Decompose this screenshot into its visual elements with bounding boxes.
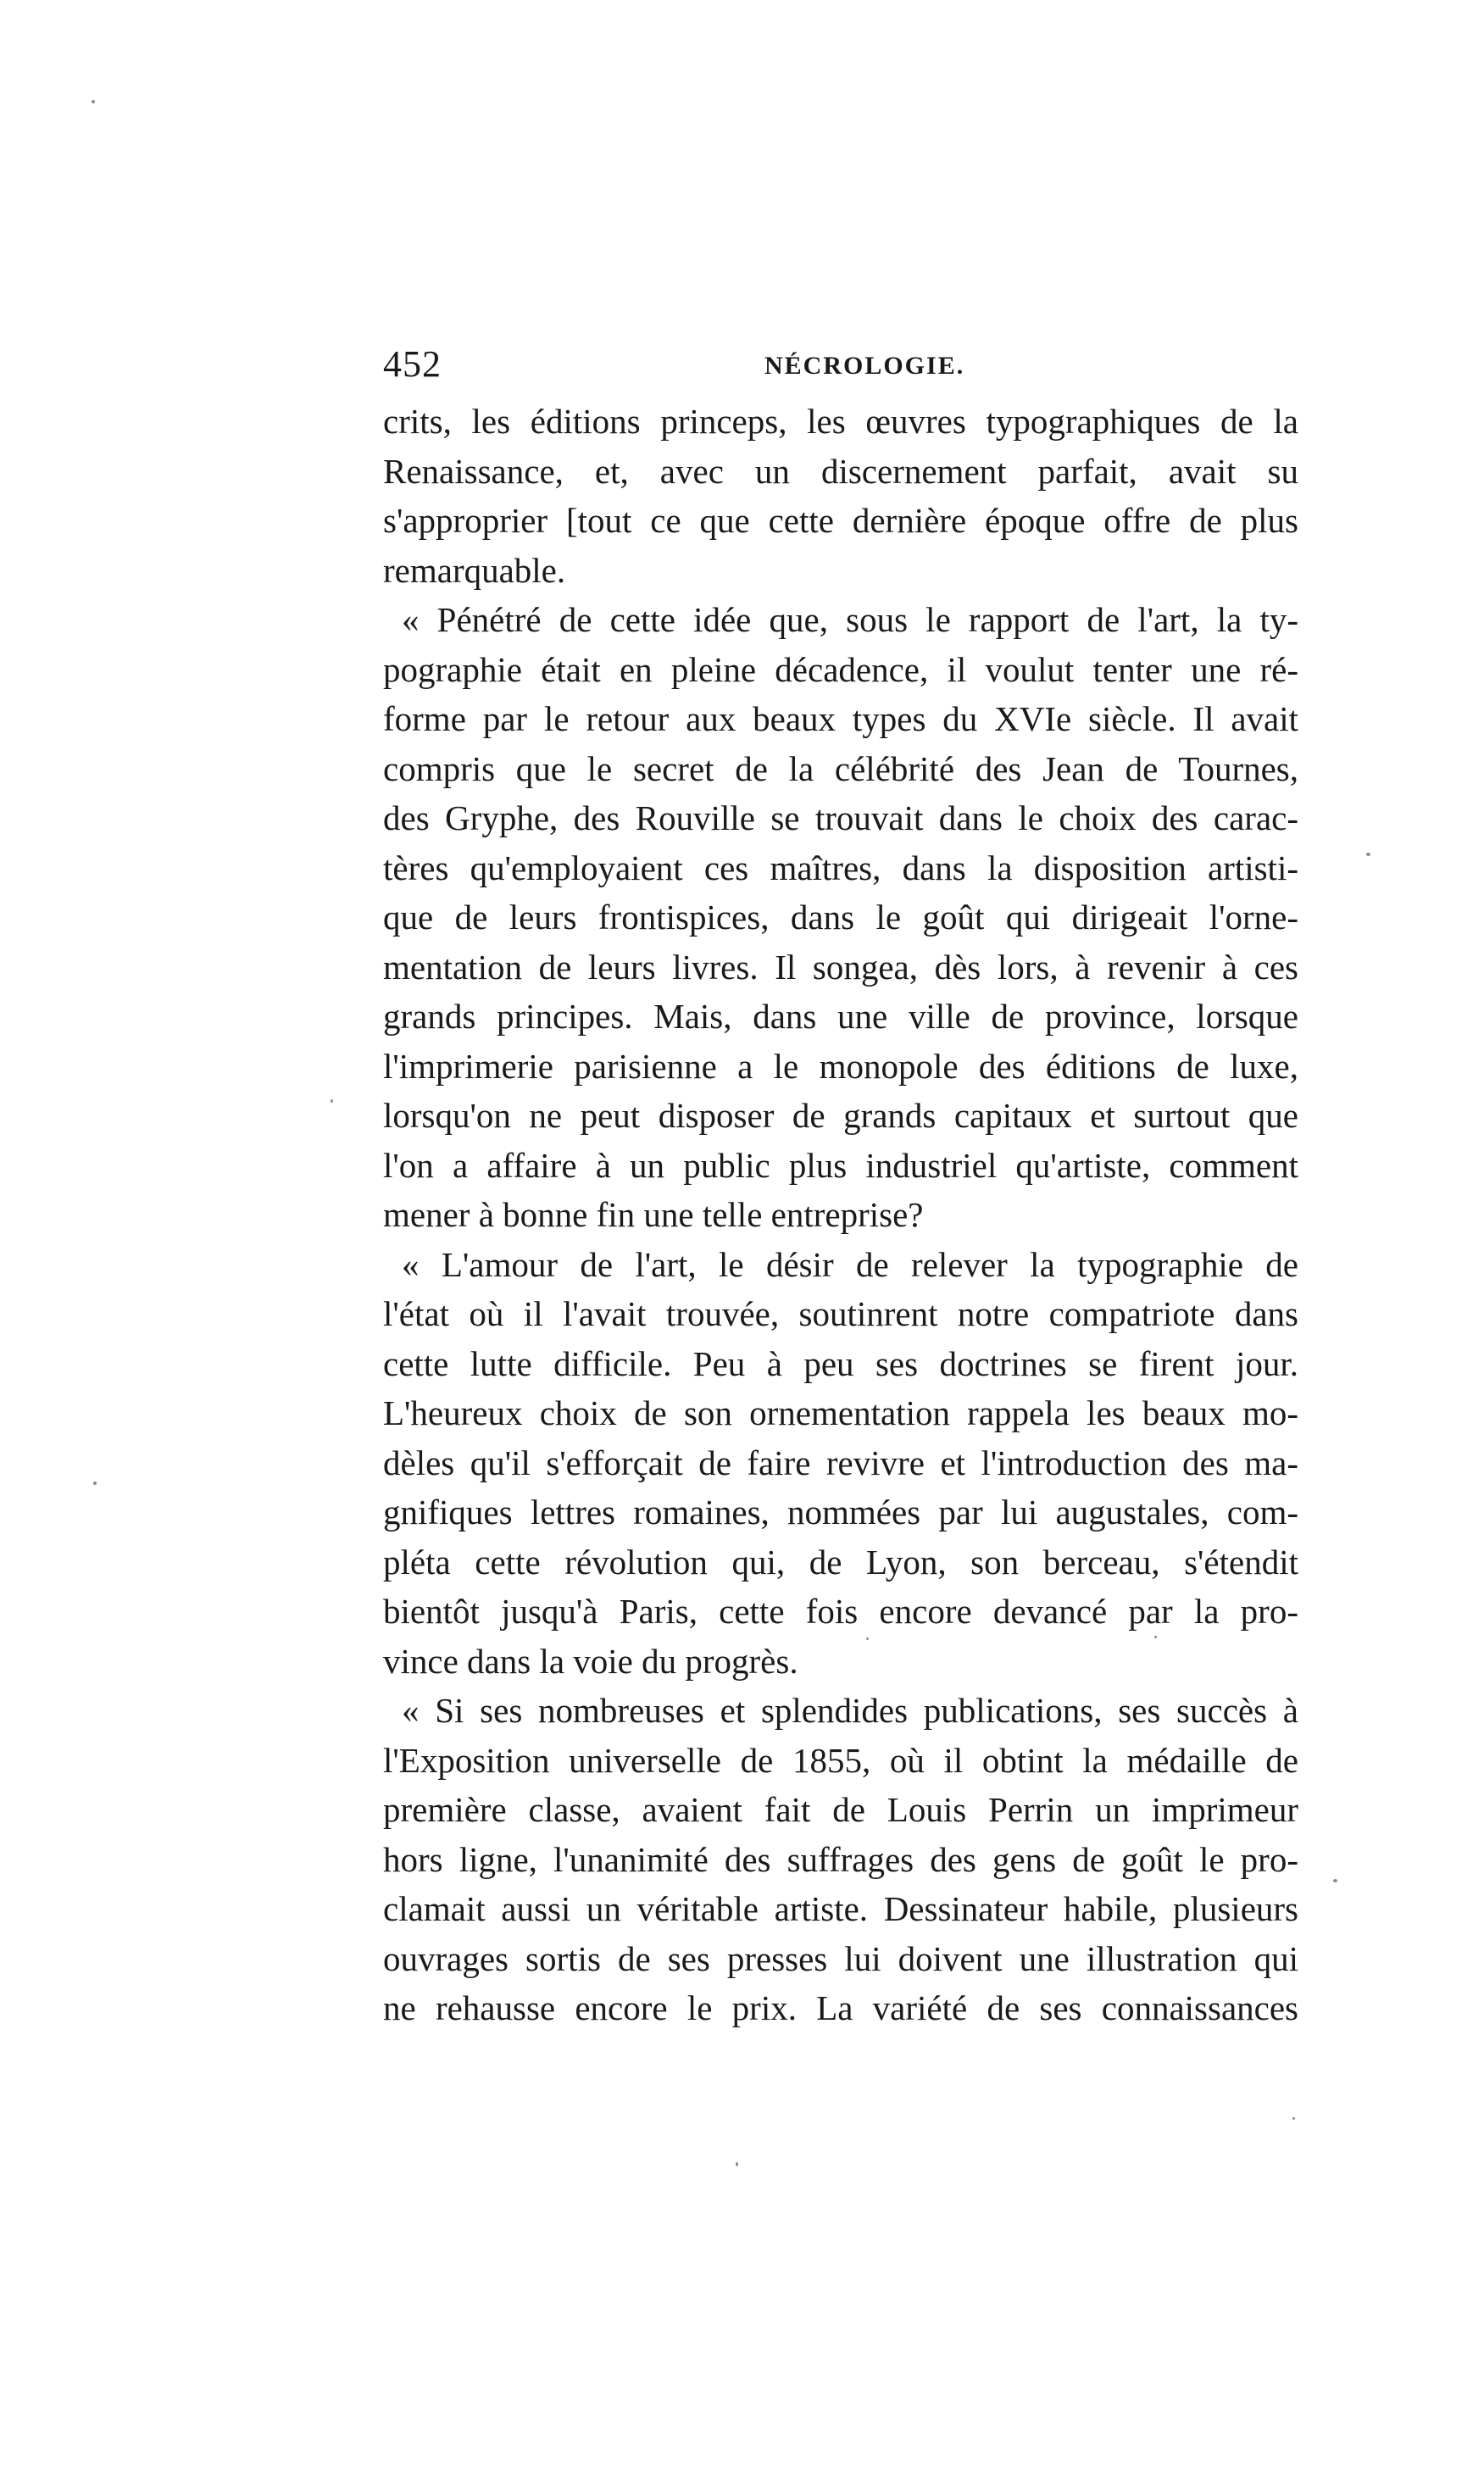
text-line: « Pénétré de cette idée que, sous le rapport de l'art, la ty- (402, 600, 1298, 639)
text-line: « L'amour de l'art, le désir de relever la typographie de (402, 1244, 1298, 1284)
scan-speck (1292, 2117, 1295, 2120)
text-line: Renaissance, et, avec un discernement parfait, avait su (383, 451, 1298, 491)
text-line: hors ligne, l'unanimité des suffrages des gens de goût le pro- (383, 1839, 1298, 1879)
scan-speck (1333, 1879, 1337, 1882)
text-line: mentation de leurs livres. Il songea, dès lors, à revenir à ces (383, 947, 1298, 987)
text-line: tères qu'employaient ces maîtres, dans la disposition artisti- (383, 848, 1298, 887)
text-line: L'heureux choix de son ornementation rappela les beaux mo- (383, 1393, 1298, 1432)
scan-speck (866, 1637, 869, 1640)
running-title: NÉCROLOGIE. (764, 352, 965, 380)
text-line: que de leurs frontispices, dans le goût qui dirigeait l'orne- (383, 898, 1298, 937)
text-line: pléta cette révolution qui, de Lyon, son berceau, s'étendit (383, 1542, 1298, 1582)
text-line: remarquable. (383, 550, 566, 590)
text-line: vince dans la voie du progrès. (383, 1641, 798, 1681)
text-line: « Si ses nombreuses et splendides publications, ses succès à (402, 1691, 1298, 1730)
text-line: grands principes. Mais, dans une ville de province, lorsque (383, 997, 1298, 1036)
text-line: forme par le retour aux beaux types du XVIe siècle. Il avait (383, 699, 1298, 738)
text-line: ouvrages sortis de ses presses lui doivent une illustration qui (383, 1938, 1298, 1978)
text-line: pographie était en pleine décadence, il voulut tenter une ré- (383, 649, 1298, 689)
text-line: compris que le secret de la célébrité des Jean de Tournes, (383, 748, 1298, 788)
text-line: s'approprier [tout ce que cette dernière époque offre de plus (383, 501, 1298, 540)
text-line: mener à bonne fin une telle entreprise? (383, 1195, 924, 1234)
text-line: des Gryphe, des Rouville se trouvait dans le choix des carac- (383, 798, 1298, 837)
text-line: gnifiques lettres romaines, nommées par lui augustales, com- (383, 1493, 1298, 1532)
text-line: ne rehausse encore le prix. La variété de ses connaissances (383, 1988, 1298, 2027)
text-line: dèles qu'il s'efforçait de faire revivre et l'introduction des ma- (383, 1443, 1298, 1482)
text-line: lorsqu'on ne peut disposer de grands capitaux et surtout que (383, 1096, 1298, 1135)
scan-speck (92, 100, 95, 103)
text-line: l'état où il l'avait trouvée, soutinrent notre compatriote dans (383, 1294, 1298, 1333)
text-line: cette lutte difficile. Peu à peu ses doctrines se firent jour. (383, 1343, 1298, 1383)
scan-speck (331, 1099, 333, 1103)
text-line: première classe, avaient fait de Louis Perrin un imprimeur (383, 1790, 1298, 1829)
scan-speck (1154, 1636, 1157, 1638)
scan-speck (736, 2162, 738, 2166)
text-line: clamait aussi un véritable artiste. Dessinateur habile, plusieurs (383, 1889, 1298, 1928)
text-line: l'imprimerie parisienne a le monopole des éditions de luxe, (383, 1046, 1298, 1086)
running-head (383, 341, 1298, 392)
page-number: 452 (383, 343, 442, 385)
text-line: crits, les éditions princeps, les œuvres typographiques de la (383, 402, 1298, 441)
scan-speck (93, 1482, 97, 1485)
text-line: l'Exposition universelle de 1855, où il obtint la médaille de (383, 1740, 1298, 1780)
body-text (383, 397, 1298, 2033)
text-line: bientôt jusqu'à Paris, cette fois encore devancé par la pro- (383, 1592, 1298, 1631)
text-line: l'on a affaire à un public plus industriel qu'artiste, comment (383, 1145, 1298, 1185)
scan-speck (1366, 853, 1370, 856)
